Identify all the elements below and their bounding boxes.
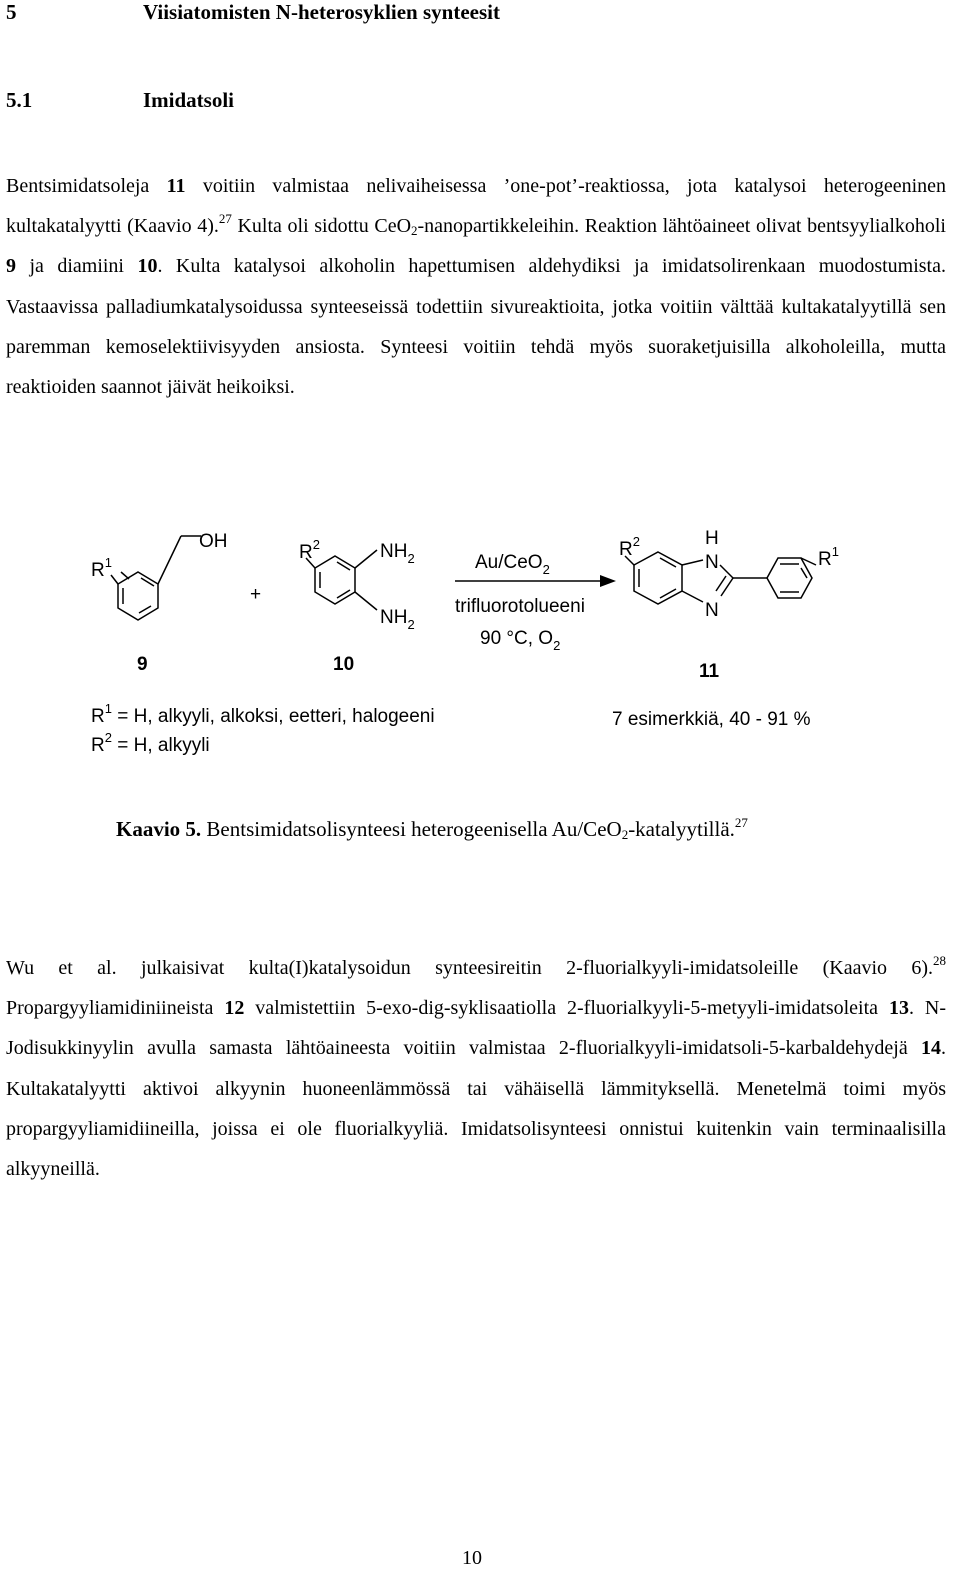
amine-label-top: $NH_2$ (380, 541, 415, 566)
subscript: 2 (621, 827, 629, 842)
compound-ref: 9 (6, 255, 16, 278)
imidazole-n3-label: N (705, 600, 719, 621)
figure-caption (116, 817, 748, 842)
hydroxyl-label: OH (199, 531, 228, 552)
text-run: Bentsimidatsoleja (6, 175, 167, 197)
text-run: -katalyytillä. (628, 817, 735, 841)
compound-ref: 10 (137, 255, 158, 278)
reaction-scheme (85, 520, 875, 775)
r2-definition: $R^2 = H$, alkyyli (91, 730, 210, 756)
compound-9-label: 9 (137, 654, 148, 675)
paragraph-2-text (6, 948, 946, 1189)
nh-hydrogen-label: H (705, 528, 719, 549)
subsection-title: Imidatsoli (143, 88, 235, 112)
compound-ref: 13 (888, 997, 909, 1020)
compound-11-label: 11 (699, 661, 720, 682)
section-number: 5 (6, 0, 17, 24)
compound-10-label: 10 (333, 654, 355, 675)
subsection-heading (6, 88, 234, 113)
caption-label: Kaavio 5. (116, 817, 202, 841)
text-run: Bentsimidatsolisynteesi heterogeenisella Au/CeO (201, 817, 622, 841)
text-run: valmistettiin 5-exo-dig-syklisaatiolla 2-fluorialkyyli-5-metyyli-imidatsoleita (244, 997, 889, 1020)
text-run: ja diamiini (16, 255, 138, 278)
compound-ref: 11 (166, 175, 186, 197)
paragraph-1-text (6, 166, 946, 407)
compound-ref: 14 (921, 1037, 941, 1060)
r2-label: $R^2$ (299, 537, 320, 563)
yield-summary: 7 esimerkkiä, 40 - 91 % (612, 709, 811, 730)
arrow-head-icon (600, 575, 616, 587)
catalyst-label: Au/CeO$_2$ (475, 552, 550, 577)
plus-sign: + (250, 584, 262, 605)
text-run: Wu et al. julkaisivat kulta(I)katalysoidun synteesireitin 2-fluorialkyyli-imidatsoleille (Kaavio 6). (6, 957, 933, 979)
compound-ref: 12 (224, 997, 245, 1020)
text-run: . Kultakatalyytti aktivoi alkyynin huoneenlämmössä tai vähäisellä lämmityksellä. Menetelmä toimi myös propargyyliamidiineilla, joissa ei ole fluorialkyyliä. Imidatsolisynteesi onnistui kuitenkin vain terminaalisilla alkyyneillä. (6, 1037, 946, 1181)
subsection-number: 5.1 (6, 88, 33, 112)
text-run: -nanopartikkeleihin. Reaktion lähtöaineet olivat bentsyylialkoholi (417, 215, 946, 238)
r1-label: $R^1$ (91, 555, 112, 581)
text-run: Propargyyliamidiniineista (6, 997, 225, 1020)
text-run: . N-Jodisukkinyylin avulla samasta lähtöaineesta voitiin valmistaa 2-fluorialkyyli-imidatsoli-5-karbaldehydejä (6, 997, 946, 1060)
imidazole-n1-label: N (705, 552, 719, 573)
section-title: Viisiatomisten N-heterosyklien synteesit (143, 0, 500, 24)
text-run: Kulta oli sidottu CeO (231, 215, 412, 238)
amine-label-bottom: $NH_2$ (380, 607, 415, 632)
conditions-label: 90 °C, $O_2$ (480, 628, 561, 653)
paragraph-2 (6, 948, 946, 1189)
paragraph-1 (6, 166, 946, 407)
text-run: . Kulta katalysoi alkoholin hapettumisen aldehydiksi ja imidatsolirenkaan muodostumista. Vastaavissa palladiumkatalysoidussa synteeseissä todettiin sivureaktioita, jotka voitiin välttää kultakatalyytillä sen paremman kemoselektiivisyyden ansiosta. Synteesi voitiin tehdä myös suoraketjuisilla alkoholeilla, mutta reaktioiden saannot jäivät heikoiksi. (6, 255, 946, 399)
product-r1-label: $R^1$ (818, 544, 839, 570)
solvent-label: trifluorotolueeni (455, 596, 585, 617)
product-r2-label: $R^2$ (619, 534, 640, 560)
text-run: voitiin valmistaa nelivaiheisessa ’one-pot’-reaktiossa, jota katalysoi heterogeeninen kultakatalyytti (Kaavio 4). (6, 175, 947, 238)
citation-ref: 28 (933, 953, 946, 968)
citation-ref: 27 (734, 815, 748, 830)
subscript: 2 (411, 223, 418, 239)
page-number: 10 (462, 1547, 482, 1569)
section-heading (6, 0, 500, 25)
r1-definition: $R^1 = H$, alkyyli, alkoksi, eetteri, halogeeni (91, 701, 435, 727)
citation-ref: 27 (218, 211, 232, 227)
